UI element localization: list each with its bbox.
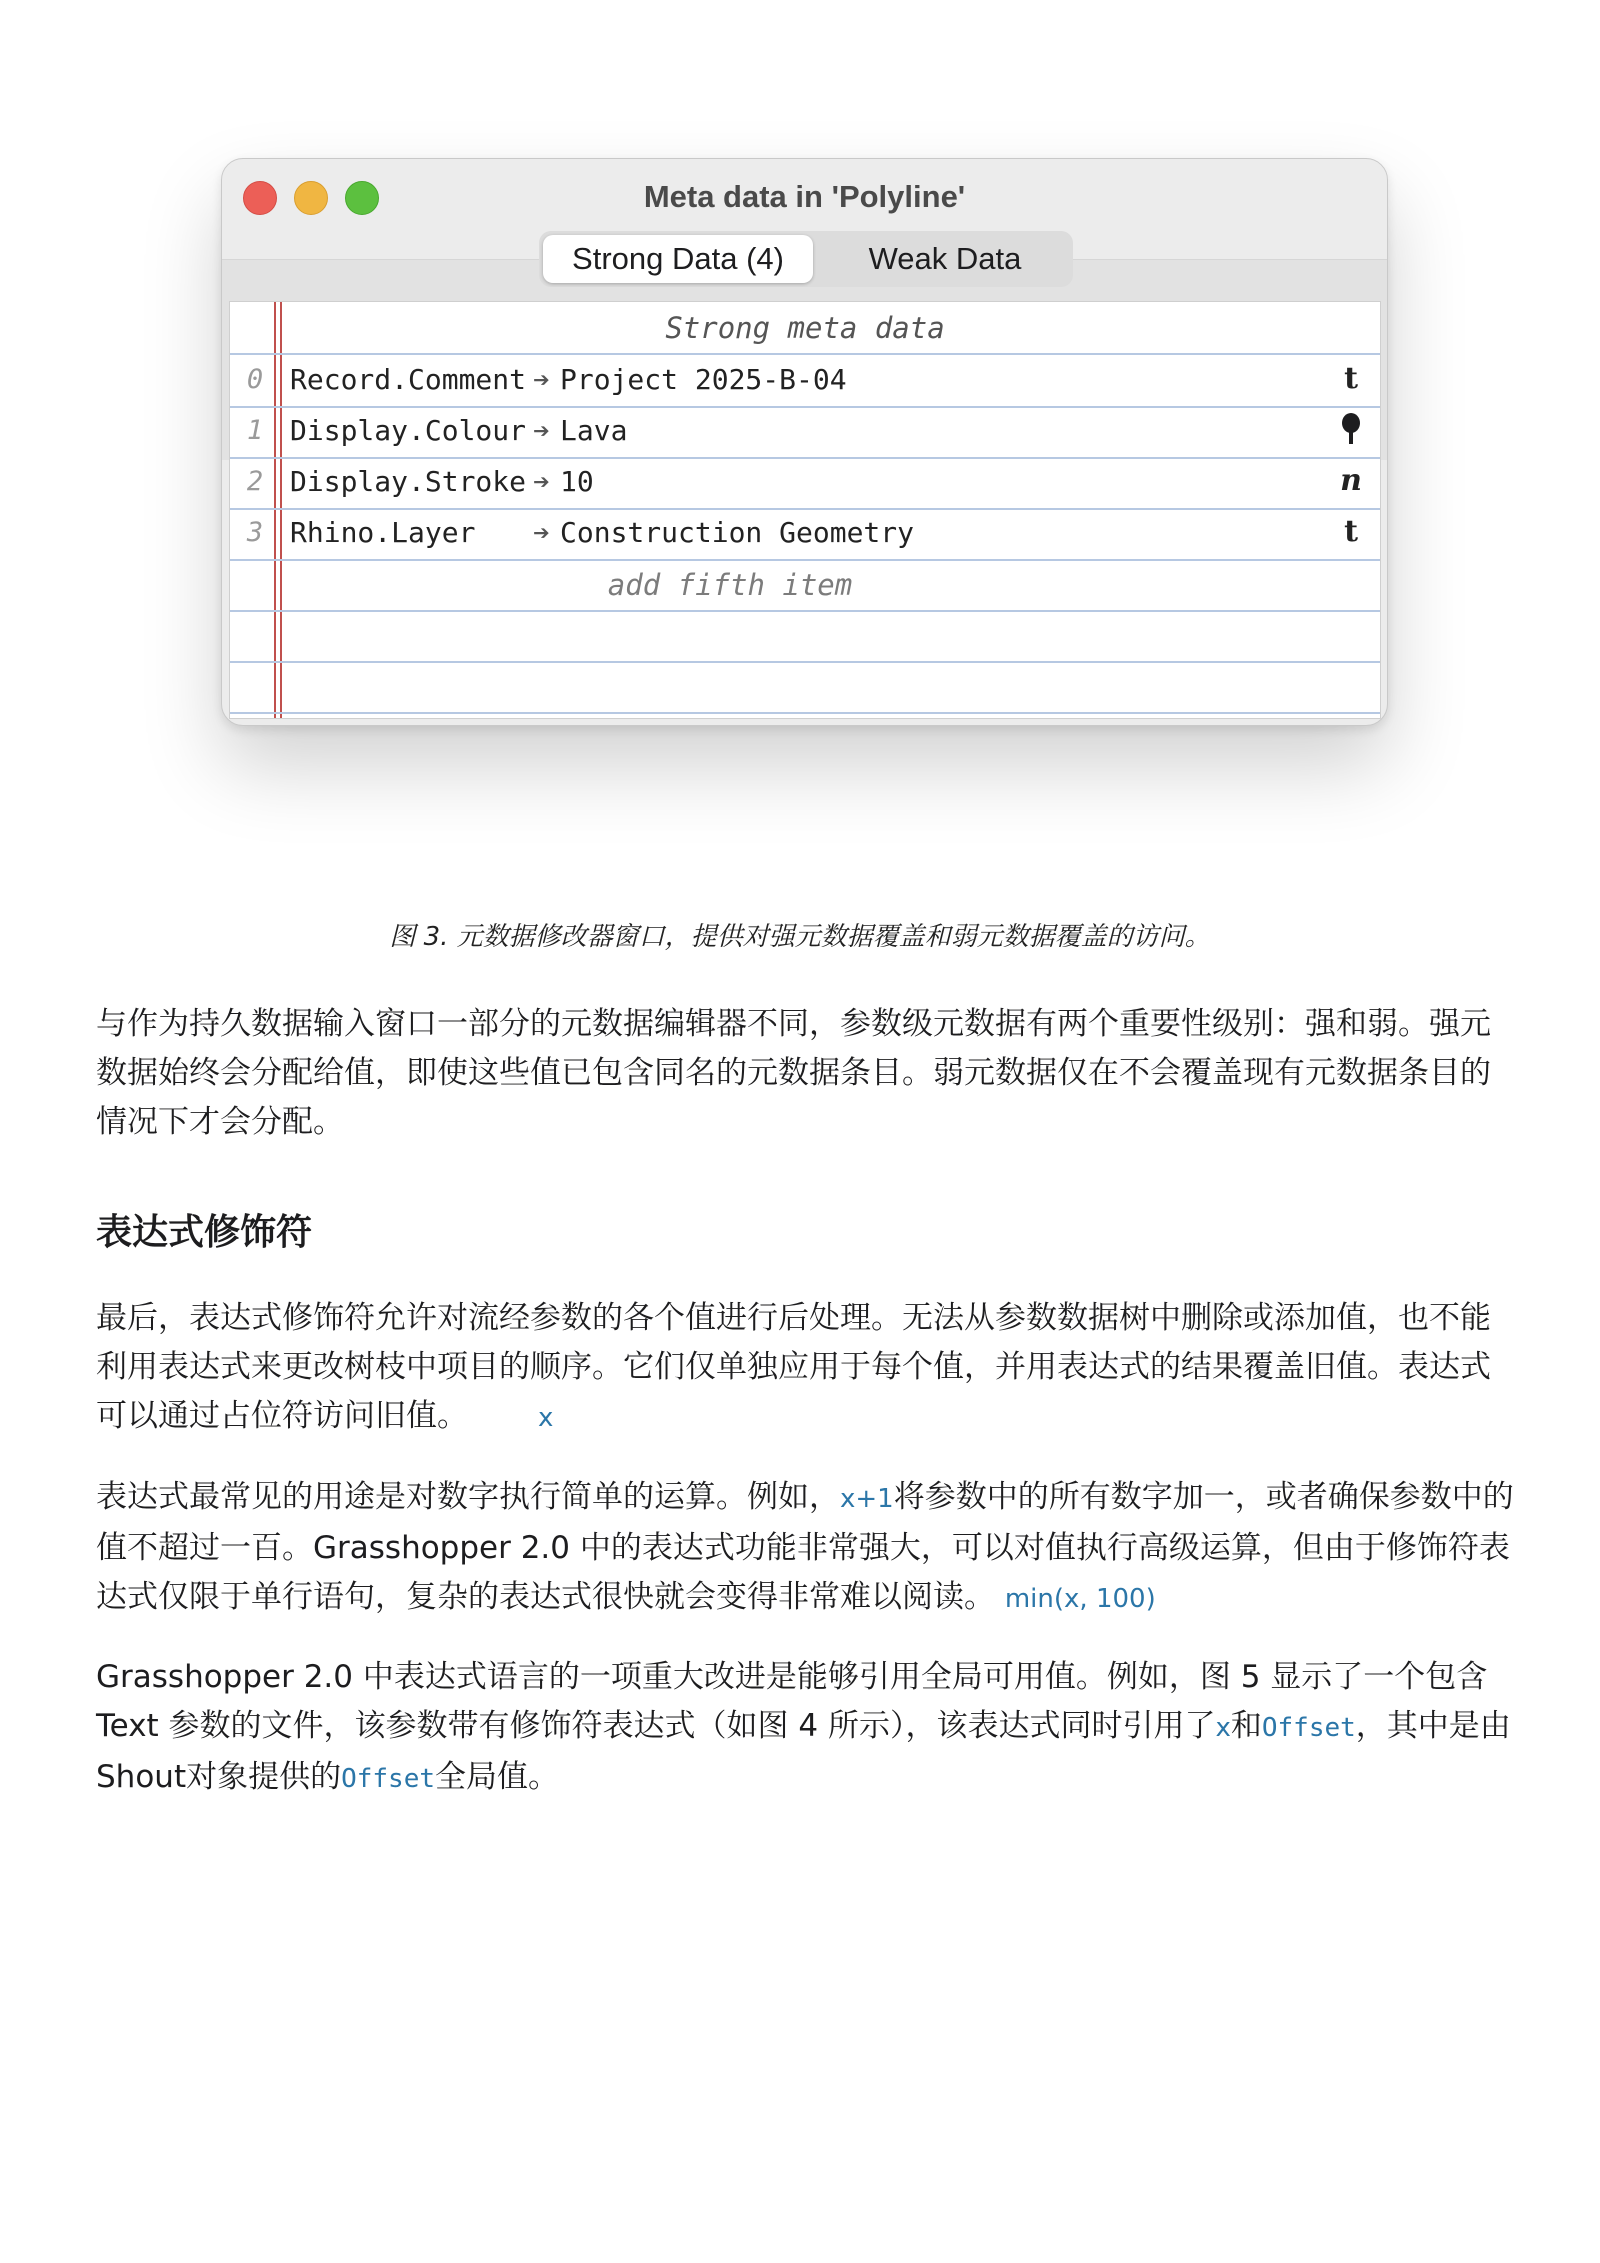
metadata-row[interactable]	[230, 406, 1380, 459]
text-type-icon: t	[1344, 514, 1358, 549]
row-index: 0	[246, 364, 264, 395]
add-item-button[interactable]: add fifth item	[607, 568, 853, 602]
metadata-window	[221, 158, 1388, 726]
figure-caption: 图 3. 元数据修改器窗口，提供对强元数据覆盖和弱元数据覆盖的访问。	[389, 922, 1211, 952]
metadata-value[interactable]: Lava	[560, 414, 628, 447]
metadata-key[interactable]: Display.Stroke	[290, 465, 527, 498]
inline-code: Offset	[341, 1764, 436, 1794]
window-title: Meta data in 'Polyline'	[643, 179, 966, 214]
tab-weak-data[interactable]: Weak Data	[868, 241, 1022, 276]
paragraph-metadata-levels: 与作为持久数据输入窗口一部分的元数据编辑器不同，参数级元数据有两个重要性级别：强和弱。强元数据始终会分配给值，即使这些值已包含同名的元数据条目。弱元数据仅在不会覆盖现有元数据条目的情况下才会分配。	[96, 1006, 1491, 1140]
paragraph-text: ，其中是由Shout对象提供的	[96, 1708, 1511, 1795]
metadata-value[interactable]: Project 2025-B-04	[560, 363, 847, 396]
metadata-row[interactable]	[230, 508, 1380, 561]
arrow-icon: ➔	[533, 363, 550, 396]
paragraph-text: 表达式最常见的用途是对数字执行简单的运算。例如，	[96, 1479, 840, 1515]
arrow-icon: ➔	[533, 465, 550, 498]
paragraph-text: 将参数中的所有数字加一，或者确保参数中的值不超过一百。Grasshopper 2.0 中的表达式功能非常强大，可以对值执行高级运算，但由于修饰符表达式仅限于单行语句，复杂的表达式很快就会变得非常难以阅读。	[96, 1479, 1514, 1615]
sheet-header: Strong meta data	[665, 311, 945, 345]
inline-code: Offset	[1261, 1713, 1356, 1743]
paragraph-text: Grasshopper 2.0 中表达式语言的一项重大改进是能够引用全局可用值。例如，图 5 显示了一个包含 Text 参数的文件，该参数带有修饰符表达式（如图 4 所示），该表达式同时引用了	[96, 1659, 1488, 1744]
row-index: 2	[246, 466, 264, 497]
arrow-icon: ➔	[533, 516, 550, 549]
inline-code: x	[1215, 1713, 1231, 1743]
metadata-row[interactable]	[230, 355, 1380, 408]
empty-row	[230, 661, 1380, 714]
paragraph-expression-intro	[96, 1294, 1516, 1443]
paragraph-global-values	[96, 1653, 1516, 1804]
colour-type-icon	[1336, 412, 1366, 454]
arrow-icon: ➔	[533, 414, 550, 447]
metadata-key[interactable]: Rhino.Layer	[290, 516, 476, 549]
empty-row	[230, 610, 1380, 663]
paragraph-text: 最后，表达式修饰符允许对流经参数的各个值进行后处理。无法从参数数据树中删除或添加值，也不能利用表达式来更改树枝中项目的顺序。它们仅单独应用于每个值，并用表达式的结果覆盖旧值。表达式可以通过占位符访问旧值。	[96, 1300, 1491, 1434]
section-heading: 表达式修饰符	[96, 1212, 313, 1253]
inline-code: x	[538, 1403, 554, 1433]
metadata-key[interactable]: Display.Colour	[290, 414, 527, 447]
paragraph-text: 全局值。	[435, 1759, 560, 1795]
paragraph-expression-usage	[96, 1473, 1516, 1624]
metadata-sheet	[229, 301, 1381, 719]
text-type-icon: t	[1344, 361, 1358, 396]
row-index: 3	[246, 517, 264, 548]
sheet-header-row	[230, 302, 1380, 355]
inline-code: min(x, 100)	[1004, 1584, 1156, 1614]
paragraph-text: 和	[1230, 1708, 1262, 1744]
metadata-value[interactable]: Construction Geometry	[560, 516, 915, 549]
add-item-row[interactable]	[230, 559, 1380, 612]
tab-strong-data[interactable]: Strong Data (4)	[543, 235, 813, 283]
number-type-icon: n	[1340, 463, 1362, 498]
metadata-key[interactable]: Record.Comment	[290, 363, 527, 396]
row-index: 1	[246, 415, 264, 446]
inline-code: x+1	[840, 1484, 894, 1514]
window-titlebar	[222, 159, 1387, 231]
metadata-value[interactable]: 10	[560, 465, 594, 498]
metadata-row[interactable]	[230, 457, 1380, 510]
tab-segmented-control	[539, 231, 1073, 287]
